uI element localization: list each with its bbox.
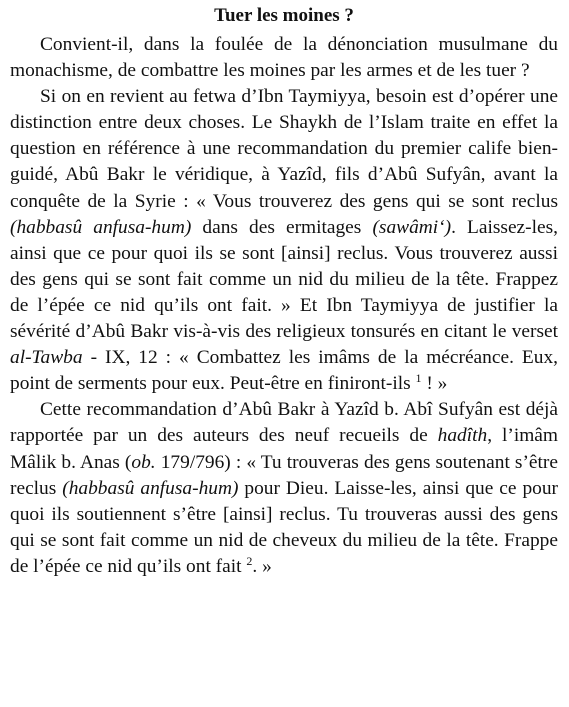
- paragraph-3-text-1: Cette recommandation d’Abû Bakr à Yazîd b. Abî Sufyân est déjà rapportée par un des auteurs des neuf recueils de: [10, 399, 558, 447]
- paragraph-3-text-3: 179/796) : « Tu trouveras des gens soutenant s’être reclus: [10, 451, 558, 499]
- italic-term-habbasu: (habbasû anfusa-hum): [10, 216, 192, 238]
- paragraph-3-text-4: pour Dieu. Laisse-les, ainsi que ce pour quoi ils soutiennent s’être [ainsi] reclus. Tu trouveras aussi des gens qui se sont fait comme un nid de cheveux du milieu de la tête. Frappe de l’épée ce nid qu’ils ont fait: [10, 477, 559, 577]
- italic-term-hadith: hadîth: [437, 425, 488, 447]
- paragraph-2-text-2: dans des ermitages: [191, 216, 373, 238]
- paragraph-1: [10, 32, 558, 84]
- paragraph-2-text-5: ! »: [421, 373, 448, 395]
- section-heading: Tuer les moines ?: [214, 5, 354, 26]
- italic-term-sawami: (sawâmi‘): [372, 216, 452, 238]
- paragraph-2-text-3: . Laissez-les, ainsi que ce pour quoi ils se sont [ainsi] reclus. Vous trouverez aussi des gens qui se sont fait comme un nid du milieu de la tête. Frappez de l’épée ce nid qu’ils ont fait. » Et Ibn Taymiyya de justifier la sévérité d’Abû Bakr vis-à-vis des religieux tonsurés en citant le verset: [10, 216, 559, 343]
- paragraph-1-text: Convient-il, dans la foulée de la dénonciation musulmane du monachisme, de combattre les moines par les armes et de les tuer ?: [10, 34, 558, 82]
- paragraph-3: [10, 397, 558, 580]
- italic-term-ob: ob.: [131, 451, 156, 473]
- footnote-ref-2[interactable]: 2: [246, 553, 253, 568]
- paragraph-3-text-2: , l’imâm Mâlik b. Anas (: [10, 425, 558, 473]
- paragraph-2-text-1: Si on en revient au fetwa d’Ibn Taymiyya, besoin est d’opérer une distinction entre deux choses. Le Shaykh de l’Islam traite en effet la question en référence à une recommandation du premier calife bien-guidé, Abû Bakr le véridique, à Yazîd, fils d’Abû Sufyân, avant la conquête de la Syrie : « Vous trouverez des gens qui se sont reclus: [10, 86, 558, 212]
- italic-term-habbasu-2: (habbasû anfusa-hum): [62, 477, 239, 499]
- paragraph-2-text-4: - IX, 12 : « Combattez les imâms de la mécréance. Eux, point de serments pour eux. Peut-être en finiront-ils: [10, 347, 558, 395]
- paragraph-3-text-5: . »: [252, 555, 272, 577]
- italic-term-al-tawba: al-Tawba: [10, 347, 83, 369]
- footnote-ref-1[interactable]: 1: [415, 371, 422, 386]
- paragraph-2: [10, 84, 558, 397]
- document-page: [10, 4, 558, 580]
